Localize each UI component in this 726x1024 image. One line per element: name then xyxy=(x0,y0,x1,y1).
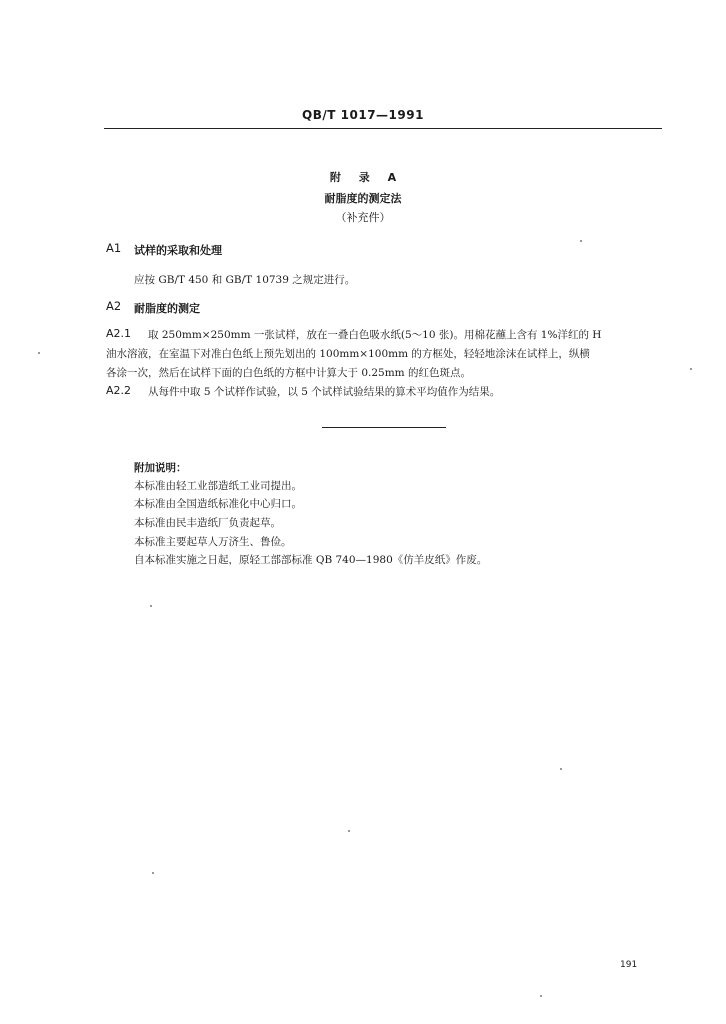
subsection-text-line: 从每件中取 5 个试样作试验，以 5 个试样试验结果的算术平均值作为结果。 xyxy=(148,386,501,398)
appendix-note: （补充件） xyxy=(335,211,391,224)
header-divider xyxy=(104,128,662,129)
subsection-text-line: 取 250mm×250mm 一张试样，放在一叠白色吸水纸(5～10 张)。用棉花蘸上含有 1%洋红的 H xyxy=(148,329,602,341)
scan-speck xyxy=(152,872,154,874)
additional-notes-heading: 附加说明： xyxy=(134,462,187,474)
additional-note-line: 本标准由全国造纸标准化中心归口。 xyxy=(134,498,302,510)
section-number-a2: A2 xyxy=(106,299,122,313)
additional-note-line: 本标准由民丰造纸厂负责起草。 xyxy=(134,517,281,529)
section-number-a1: A1 xyxy=(106,241,122,255)
subsection-number-a2-2: A2.2 xyxy=(106,384,132,397)
additional-note-line: 自本标准实施之日起，原轻工部部标准 QB 740—1980《仿羊皮纸》作废。 xyxy=(134,554,488,566)
appendix-title: 耐脂度的测定法 xyxy=(324,192,402,205)
additional-note-line: 本标准由轻工业部造纸工业司提出。 xyxy=(134,480,302,492)
section-title-a2: 耐脂度的测定 xyxy=(134,302,200,315)
page-number: 191 xyxy=(620,960,638,970)
subsection-text-line: 油水溶液，在室温下对准白色纸上预先划出的 100mm×100mm 的方框处，轻轻地涂沫在试样上，纵横 xyxy=(106,348,590,360)
scan-speck xyxy=(348,830,350,832)
scan-speck xyxy=(150,605,152,607)
end-of-appendix-rule xyxy=(322,427,446,428)
subsection-number-a2-1: A2.1 xyxy=(106,327,132,340)
scan-speck xyxy=(690,368,692,370)
scan-speck xyxy=(560,768,562,770)
appendix-label: 附 录 A xyxy=(329,171,397,184)
subsection-text-line: 各涂一次，然后在试样下面的白色纸的方框中计算大于 0.25mm 的红色斑点。 xyxy=(106,367,471,379)
standard-code-header: QB/T 1017—1991 xyxy=(302,108,424,122)
section-text-a1: 应按 GB/T 450 和 GB/T 10739 之规定进行。 xyxy=(134,274,356,286)
scan-speck xyxy=(580,240,582,242)
scan-speck xyxy=(540,995,542,997)
scan-speck xyxy=(38,352,40,354)
section-title-a1: 试样的采取和处理 xyxy=(134,244,222,257)
additional-note-line: 本标准主要起草人万济生、鲁俭。 xyxy=(134,536,292,548)
